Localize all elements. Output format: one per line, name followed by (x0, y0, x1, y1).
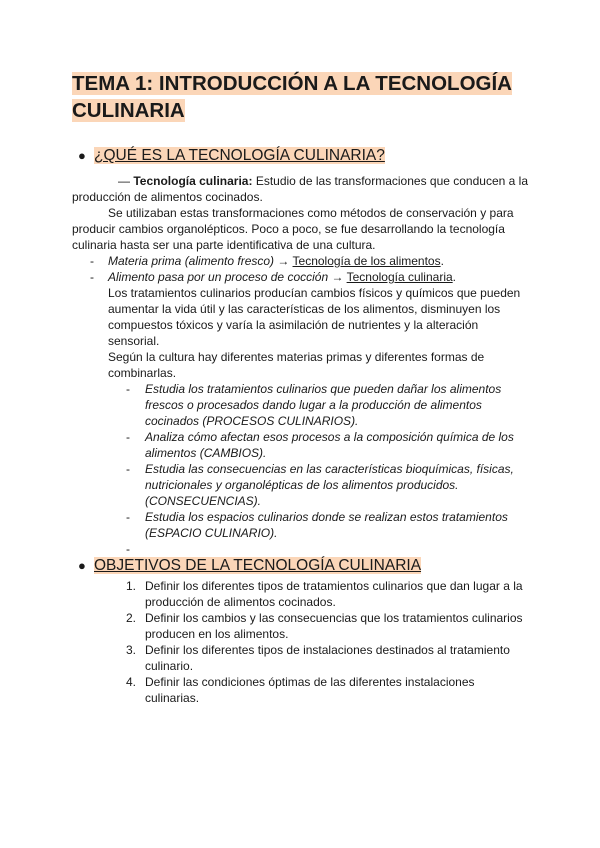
punctuation: . (452, 270, 457, 284)
body-line: Los tratamientos culinarios producían cambios físicos y químicos que pueden (108, 286, 521, 300)
paragraph-line: Se utilizaban estas transformaciones como métodos de conservación y para (108, 206, 514, 220)
list-item-italic: Materia prima (alimento fresco) (108, 254, 275, 268)
objective-line: Definir los diferentes tipos de tratamientos culinarios que dan lugar a la (145, 579, 523, 593)
sub-item-line: Estudia los espacios culinarios donde se realizan estos tratamientos (145, 510, 508, 524)
arrow-icon: → (328, 270, 347, 284)
list-number: 4. (126, 675, 137, 689)
sub-item-line: Estudia las consecuencias en las características bioquímicas, físicas, (145, 462, 514, 476)
list-number: 1. (126, 579, 137, 593)
dash-bullet: - (126, 542, 130, 556)
body-line: aumentar la vida útil y las características de los alimentos, disminuyen los (108, 302, 501, 316)
section-heading-text: ¿QUÉ ES LA TECNOLOGÍA CULINARIA? (94, 147, 385, 164)
paragraph-line: producir cambios organolépticos. Poco a poco, se fue desarrollando la tecnología (72, 222, 505, 236)
body-line: sensorial. (108, 334, 160, 348)
objective-line: Definir las condiciones óptimas de las diferentes instalaciones (145, 675, 475, 689)
objective-line: culinarias. (145, 691, 200, 705)
section-heading-objectives (78, 556, 421, 576)
paragraph-line: culinaria hasta ser una parte identificativa de una cultura. (72, 238, 376, 252)
dash-bullet: - (126, 430, 130, 444)
dash-bullet: - (126, 510, 130, 524)
objective-line: culinario. (145, 659, 194, 673)
dash-bullet: - (90, 254, 94, 268)
section-heading-what-is (78, 146, 385, 166)
punctuation: . (440, 254, 444, 268)
definition-text: Estudio de las transformaciones que conducen a la (252, 174, 528, 188)
body-line: combinarlas. (108, 366, 177, 380)
body-line: compuestos tóxicos y varía la asimilación de nutrientes y la alteración (108, 318, 479, 332)
list-item-italic: Alimento pasa por un proceso de cocción (108, 270, 329, 284)
sub-item-line: cocinados (PROCESOS CULINARIOS). (145, 414, 359, 428)
objective-line: producen en los alimentos. (145, 627, 289, 641)
definition-line-1 (118, 173, 528, 189)
bullet-icon: ● (78, 558, 86, 573)
definition-line-2: producción de alimentos cocinados. (72, 190, 263, 204)
sub-item-line: (ESPACIO CULINARIO). (145, 526, 278, 540)
dash-bullet: - (90, 270, 94, 284)
title-line-1: TEMA 1: INTRODUCCIÓN A LA TECNOLOGÍA (72, 72, 512, 95)
sub-item-line: alimentos (CAMBIOS). (145, 446, 267, 460)
dash-bullet: - (126, 462, 130, 476)
em-dash: — (118, 174, 134, 188)
bullet-icon: ● (78, 148, 86, 163)
definition-term: Tecnología culinaria: (133, 174, 253, 188)
list-number: 2. (126, 611, 137, 625)
title-line-2: CULINARIA (72, 99, 185, 122)
section-heading-text: OBJETIVOS DE LA TECNOLOGÍA CULINARIA (94, 557, 422, 574)
objective-line: Definir los cambios y las consecuencias que los tratamientos culinarios (145, 611, 523, 625)
arrow-icon: → (274, 254, 293, 268)
sub-item-line: Estudia los tratamientos culinarios que pueden dañar los alimentos (145, 382, 502, 396)
underlined-term: Tecnología culinaria (346, 270, 453, 284)
objective-line: Definir los diferentes tipos de instalaciones destinados al tratamiento (145, 643, 510, 657)
list-item-materia-prima (108, 253, 444, 269)
objective-line: producción de alimentos cocinados. (145, 595, 336, 609)
underlined-term: Tecnología de los alimentos (292, 254, 441, 268)
dash-bullet: - (126, 382, 130, 396)
page-title (72, 70, 532, 124)
list-item-coccion (108, 269, 456, 285)
sub-item-line: frescos o procesados dando lugar a la producción de alimentos (145, 398, 482, 412)
sub-item-line: (CONSECUENCIAS). (145, 494, 262, 508)
body-line: Según la cultura hay diferentes materias primas y diferentes formas de (108, 350, 485, 364)
sub-item-line: nutricionales y organolépticas de los alimentos producidos. (145, 478, 459, 492)
sub-item-line: Analiza cómo afectan esos procesos a la composición química de los (145, 430, 514, 444)
list-number: 3. (126, 643, 137, 657)
